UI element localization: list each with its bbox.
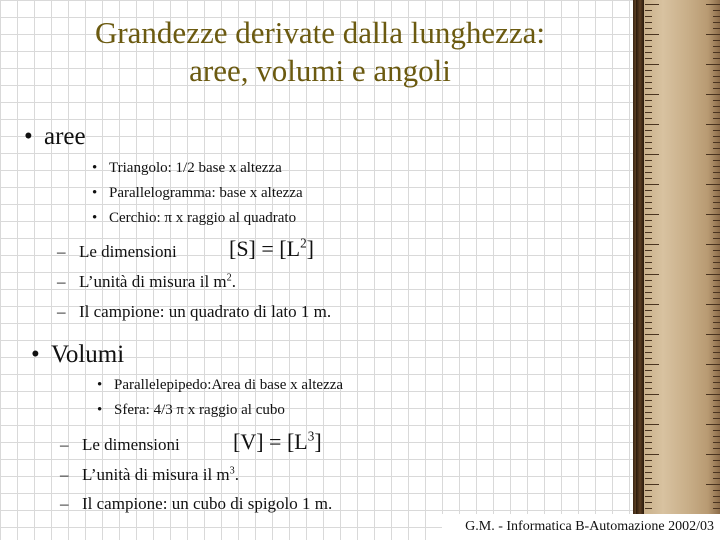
ruler-tick — [713, 490, 720, 491]
ruler-tick — [645, 304, 659, 305]
ruler-tick — [645, 232, 652, 233]
ruler-tick — [713, 478, 720, 479]
aree-item-triangolo — [92, 160, 282, 177]
ruler-tick — [645, 280, 652, 281]
dash-icon: – — [57, 242, 66, 261]
ruler-tick — [713, 202, 720, 203]
ruler-tick — [706, 64, 720, 65]
aree-heading — [24, 123, 86, 151]
ruler-tick — [706, 214, 720, 215]
ruler-tick — [713, 172, 720, 173]
ruler-tick — [645, 244, 659, 245]
ruler-tick — [713, 292, 720, 293]
sub-bullet-icon: • — [92, 160, 98, 176]
sub-bullet-icon: • — [97, 377, 103, 393]
ruler-tick — [706, 124, 720, 125]
ruler-tick — [645, 250, 652, 251]
ruler-tick — [645, 340, 652, 341]
unit-text: L’unità di misura il m — [79, 272, 227, 291]
volumi-sample — [60, 494, 332, 514]
ruler-tick — [645, 316, 652, 317]
ruler-tick — [645, 466, 652, 467]
ruler-tick — [713, 22, 720, 23]
ruler-tick — [645, 160, 652, 161]
ruler-tick — [645, 208, 652, 209]
ruler-tick — [706, 34, 720, 35]
ruler-tick — [713, 46, 720, 47]
ruler-tick — [645, 472, 652, 473]
sub-bullet-icon: • — [97, 402, 103, 418]
ruler-tick — [713, 466, 720, 467]
ruler-tick — [713, 346, 720, 347]
ruler-edge — [636, 0, 644, 540]
ruler-tick — [713, 256, 720, 257]
ruler-tick — [706, 394, 720, 395]
aree-dim-equation — [229, 236, 314, 262]
dash-icon: – — [60, 465, 69, 484]
ruler-tick — [713, 400, 720, 401]
ruler-tick — [706, 244, 720, 245]
dash-icon: – — [57, 302, 66, 321]
ruler-tick — [645, 310, 652, 311]
ruler-tick — [713, 196, 720, 197]
unit-suffix: . — [231, 272, 236, 291]
ruler-tick — [645, 496, 652, 497]
ruler-tick — [713, 190, 720, 191]
dim-label: Le dimensioni — [82, 435, 180, 454]
ruler-tick — [645, 10, 652, 11]
ruler-tick — [645, 370, 652, 371]
unit-text: L’unità di misura il m — [82, 465, 230, 484]
ruler-tick — [706, 4, 720, 5]
aree-item-text: Cerchio: π x raggio al quadrato — [109, 210, 297, 226]
title-line-1: Grandezze derivate dalla lunghezza: — [94, 15, 546, 50]
ruler-tick — [713, 136, 720, 137]
ruler-tick — [645, 484, 659, 485]
ruler-tick — [645, 400, 652, 401]
dim-close: ] — [306, 236, 314, 261]
aree-item-text: Triangolo: 1/2 base x altezza — [109, 160, 282, 176]
volumi-dimensions — [60, 435, 180, 455]
ruler-tick — [645, 274, 659, 275]
ruler-tick — [706, 454, 720, 455]
volumi-item-text: Sfera: 4/3 π x raggio al cubo — [114, 402, 285, 418]
ruler-tick — [713, 442, 720, 443]
bullet-icon: • — [24, 123, 33, 150]
ruler-tick — [645, 490, 652, 491]
volumi-item-parallelepipedo — [97, 377, 343, 394]
ruler-tick — [645, 334, 659, 335]
ruler-tick — [645, 100, 652, 101]
ruler-tick — [713, 52, 720, 53]
ruler-tick — [706, 484, 720, 485]
ruler-tick — [706, 364, 720, 365]
ruler-tick — [645, 442, 652, 443]
ruler-tick — [713, 508, 720, 509]
ruler-tick — [645, 190, 652, 191]
ruler-tick — [713, 268, 720, 269]
sub-bullet-icon: • — [92, 185, 98, 201]
volumi-heading — [31, 341, 124, 369]
ruler-tick — [713, 142, 720, 143]
dash-icon: – — [57, 272, 66, 291]
ruler-tick — [713, 328, 720, 329]
ruler-tick — [713, 130, 720, 131]
ruler-tick — [713, 166, 720, 167]
ruler-tick — [645, 328, 652, 329]
volumi-item-sfera — [97, 402, 285, 419]
ruler-tick — [713, 310, 720, 311]
dash-icon: – — [60, 435, 69, 454]
ruler-tick — [645, 154, 659, 155]
ruler-tick — [713, 76, 720, 77]
ruler-tick — [645, 436, 652, 437]
ruler-tick — [645, 142, 652, 143]
ruler-tick — [713, 388, 720, 389]
ruler-tick — [645, 178, 652, 179]
ruler-tick — [713, 148, 720, 149]
ruler-tick — [713, 160, 720, 161]
ruler-tick — [713, 448, 720, 449]
dim-eq-text: [V] = [L — [233, 429, 308, 454]
ruler-tick — [645, 292, 652, 293]
ruler-tick — [645, 424, 659, 425]
ruler-tick — [706, 94, 720, 95]
ruler-tick — [645, 76, 652, 77]
aree-unit — [57, 272, 236, 292]
dim-label: Le dimensioni — [79, 242, 177, 261]
ruler-tick — [645, 418, 652, 419]
ruler-tick — [645, 94, 659, 95]
ruler-tick — [645, 4, 659, 5]
ruler-tick — [713, 100, 720, 101]
ruler-tick — [645, 16, 652, 17]
ruler-tick — [645, 382, 652, 383]
ruler-tick — [645, 286, 652, 287]
ruler-tick — [645, 214, 659, 215]
ruler-tick — [713, 40, 720, 41]
ruler-tick — [713, 118, 720, 119]
ruler-tick — [713, 298, 720, 299]
ruler-tick — [645, 40, 652, 41]
ruler-tick — [645, 454, 659, 455]
ruler-tick — [713, 262, 720, 263]
ruler-tick — [713, 376, 720, 377]
ruler-tick — [706, 274, 720, 275]
ruler-tick — [713, 70, 720, 71]
ruler-tick — [706, 304, 720, 305]
ruler-tick — [713, 58, 720, 59]
ruler-tick — [645, 364, 659, 365]
ruler-tick — [645, 298, 652, 299]
ruler-tick — [645, 88, 652, 89]
ruler-tick — [645, 184, 659, 185]
ruler-tick — [645, 406, 652, 407]
sub-bullet-icon: • — [92, 210, 98, 226]
ruler-tick — [713, 286, 720, 287]
volumi-dim-equation — [233, 429, 322, 455]
ruler-tick — [713, 238, 720, 239]
ruler-tick — [713, 352, 720, 353]
unit-suffix: . — [234, 465, 239, 484]
ruler-tick — [713, 28, 720, 29]
ruler-tick — [713, 208, 720, 209]
bullet-icon: • — [31, 341, 40, 368]
ruler-tick — [645, 346, 652, 347]
ruler-tick — [713, 340, 720, 341]
ruler-tick — [713, 418, 720, 419]
ruler-tick — [713, 112, 720, 113]
unit-exp: 2 — [226, 272, 232, 284]
ruler-tick — [645, 52, 652, 53]
volumi-unit — [60, 465, 239, 485]
footer-credit: G.M. - Informatica B-Automazione 2002/03 — [442, 514, 720, 540]
ruler-tick — [706, 424, 720, 425]
dash-icon: – — [60, 494, 69, 513]
ruler-tick — [713, 502, 720, 503]
ruler-tick — [713, 82, 720, 83]
ruler-tick — [645, 352, 652, 353]
aree-item-parallelogramma — [92, 185, 303, 202]
ruler-tick — [645, 118, 652, 119]
ruler-tick — [713, 88, 720, 89]
ruler-tick — [645, 268, 652, 269]
ruler-tick — [645, 196, 652, 197]
ruler-tick — [645, 124, 659, 125]
ruler-tick — [713, 178, 720, 179]
volumi-heading-text: Volumi — [51, 341, 125, 368]
ruler-tick — [645, 166, 652, 167]
ruler-tick — [713, 430, 720, 431]
ruler-tick — [713, 316, 720, 317]
ruler-tick — [713, 106, 720, 107]
ruler-tick — [713, 412, 720, 413]
dim-exp: 3 — [307, 428, 315, 444]
ruler-tick — [645, 460, 652, 461]
ruler-tick — [645, 394, 659, 395]
ruler-tick — [645, 238, 652, 239]
ruler-tick — [645, 502, 652, 503]
dim-close: ] — [314, 429, 322, 454]
ruler-tick — [706, 154, 720, 155]
ruler-tick — [645, 46, 652, 47]
ruler-tick — [645, 82, 652, 83]
ruler-tick — [645, 34, 659, 35]
ruler-tick — [713, 472, 720, 473]
ruler-tick — [645, 256, 652, 257]
ruler-tick — [645, 172, 652, 173]
ruler-tick — [713, 220, 720, 221]
ruler-tick — [645, 64, 659, 65]
slide-title — [20, 14, 620, 90]
aree-item-text: Parallelogramma: base x altezza — [109, 185, 303, 201]
volumi-item-text: Parallelepipedo:Area di base x altezza — [114, 377, 344, 393]
ruler-tick — [713, 460, 720, 461]
aree-item-cerchio — [92, 210, 296, 227]
ruler-tick — [645, 448, 652, 449]
ruler-tick — [645, 70, 652, 71]
dim-eq-text: [S] = [L — [229, 236, 301, 261]
ruler-tick — [645, 22, 652, 23]
ruler-tick — [645, 388, 652, 389]
ruler-tick — [645, 106, 652, 107]
ruler-tick — [645, 58, 652, 59]
ruler-tick — [645, 28, 652, 29]
ruler-tick — [645, 148, 652, 149]
ruler-tick — [713, 10, 720, 11]
dim-exp: 2 — [300, 235, 307, 251]
ruler-tick — [645, 262, 652, 263]
ruler-tick — [645, 322, 652, 323]
title-line-2: aree, volumi e angoli — [189, 53, 451, 88]
ruler-tick — [713, 382, 720, 383]
ruler-tick — [645, 226, 652, 227]
ruler-tick — [713, 226, 720, 227]
ruler-tick — [645, 430, 652, 431]
ruler-tick — [645, 202, 652, 203]
ruler-tick — [713, 250, 720, 251]
ruler-tick — [645, 412, 652, 413]
ruler-tick — [713, 436, 720, 437]
ruler-tick — [706, 184, 720, 185]
ruler-tick — [713, 406, 720, 407]
sample-text: Il campione: un cubo di spigolo 1 m. — [82, 494, 333, 513]
ruler-tick — [713, 322, 720, 323]
aree-heading-text: aree — [44, 123, 86, 150]
ruler-tick — [713, 358, 720, 359]
ruler-tick — [645, 136, 652, 137]
ruler-tick — [645, 112, 652, 113]
aree-sample — [57, 302, 331, 322]
unit-exp: 3 — [229, 465, 235, 477]
ruler-tick — [645, 130, 652, 131]
ruler-decoration — [633, 0, 720, 540]
ruler-tick — [645, 220, 652, 221]
ruler-tick — [645, 478, 652, 479]
ruler-tick — [713, 280, 720, 281]
ruler-tick — [713, 16, 720, 17]
ruler-tick — [645, 508, 652, 509]
ruler-tick — [713, 232, 720, 233]
ruler-tick — [706, 334, 720, 335]
ruler-tick — [713, 370, 720, 371]
aree-dimensions — [57, 242, 177, 262]
ruler-tick — [645, 376, 652, 377]
ruler-tick — [713, 496, 720, 497]
sample-text: Il campione: un quadrato di lato 1 m. — [79, 302, 332, 321]
ruler-tick — [645, 358, 652, 359]
